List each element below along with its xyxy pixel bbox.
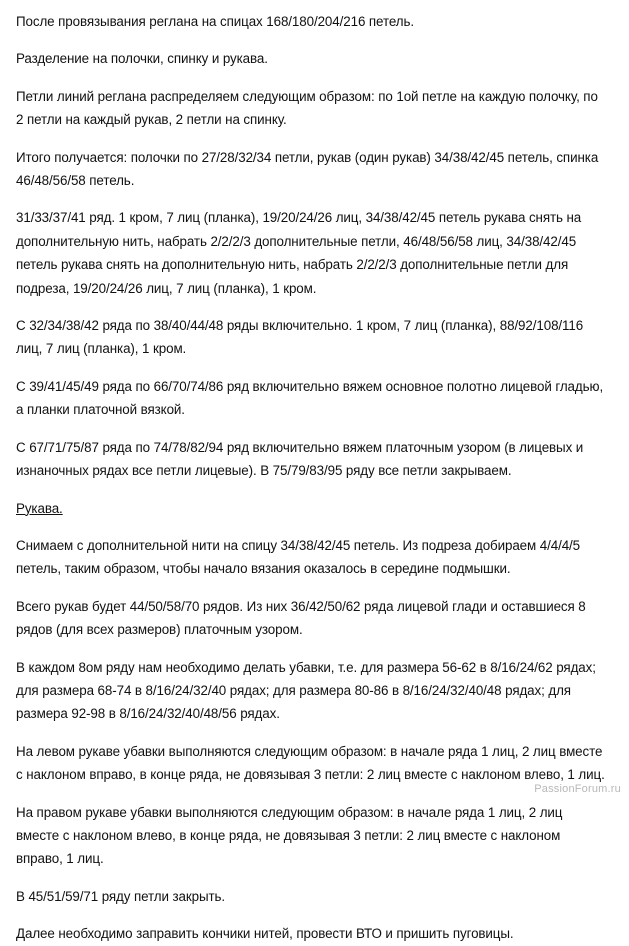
paragraph-sleeve-pickup: Снимаем с дополнительной нити на спицу 34/38/42/45 петель. Из подреза добираем 4/4/4/5 петель, таким образом, чтобы начало вязания оказалось в середине подмышки. [16, 537, 581, 577]
paragraph-rows-67-74: С 67/71/75/87 ряда по 74/78/82/94 ряд включительно вяжем платочным узором (в лицевых и изнаночных рядах все петли лицевые). В 75/79/83/95 ряду все петли закрываем. [16, 439, 584, 479]
paragraph-division: Разделение на полочки, спинку и рукава. [16, 51, 268, 67]
paragraph-right-sleeve: На правом рукаве убавки выполняются следующим образом: в начале ряда 1 лиц, 2 лиц вместе с наклоном влево, в конце ряда, не довязывая 3 петли: 2 лиц вместе с наклоном вправо, 1 лиц. [16, 804, 563, 867]
section-heading-sleeves: Рукава. [16, 500, 63, 516]
paragraph-bind-off: В 45/51/59/71 ряду петли закрыть. [16, 888, 226, 904]
paragraph-rows-32-38: С 32/34/38/42 ряда по 38/40/44/48 ряды включительно. 1 кром, 7 лиц (планка), 88/92/108/116 лиц, 7 лиц (планка), 1 кром. [16, 318, 584, 357]
paragraph-rows-39-66: С 39/41/45/49 ряда по 66/70/74/86 ряд включительно вяжем основное полотно лицевой гладью, а планки платочной вязкой. [16, 378, 604, 418]
paragraph-decreases: В каждом 8ом ряду нам необходимо делать убавки, т.е. для размера 56-62 в 8/16/24/62 рядах; для размера 68-74 в 8/16/24/32/40 рядах; для размера 80-86 в 8/16/24/32/40/48 рядах; для размера 92-98 в 8/16/24/32/40/48/56 рядах. [16, 659, 596, 722]
paragraph-finishing: Далее необходимо заправить кончики нитей, провести ВТО и пришить пуговицы. [16, 926, 514, 942]
paragraph-raglan-end: После провязывания реглана на спицах 168/180/204/216 петель. [16, 14, 414, 29]
paragraph-raglan-distribution: Петли линий реглана распределяем следующим образом: по 1ой петле на каждую полочку, по 2 петли на каждый рукав, 2 петли на спинку. [16, 88, 598, 128]
paragraph-row-31: 31/33/37/41 ряд. 1 кром, 7 лиц (планка), 19/20/24/26 лиц, 34/38/42/45 петель рукава снять на дополнительную нить, набрать 2/2/2/3 дополнительные петли, 46/48/56/58 лиц, 34/38/42/45 петель рукава снять на дополнительную нить, набрать 2/2/2/3 дополнительные петли для подреза, 19/20/24/26 лиц, 7 лиц (планка), 1 кром. [16, 210, 582, 296]
paragraph-left-sleeve: На левом рукаве убавки выполняются следующим образом: в начале ряда 1 лиц, 2 лиц вместе с наклоном вправо, в конце ряда, не довязывая 3 петли: 2 лиц вместе с наклоном влево, 1 лиц. [16, 743, 605, 783]
paragraph-totals: Итого получается: полочки по 27/28/32/34 петли, рукав (один рукав) 34/38/42/45 петель, спинка 46/48/56/58 петель. [16, 149, 599, 189]
watermark: PassionForum.ru [534, 783, 621, 795]
paragraph-sleeve-rows: Всего рукав будет 44/50/58/70 рядов. Из них 36/42/50/62 ряда лицевой глади и оставшиеся 8 рядов (для всех размеров) платочным узором. [16, 598, 586, 638]
